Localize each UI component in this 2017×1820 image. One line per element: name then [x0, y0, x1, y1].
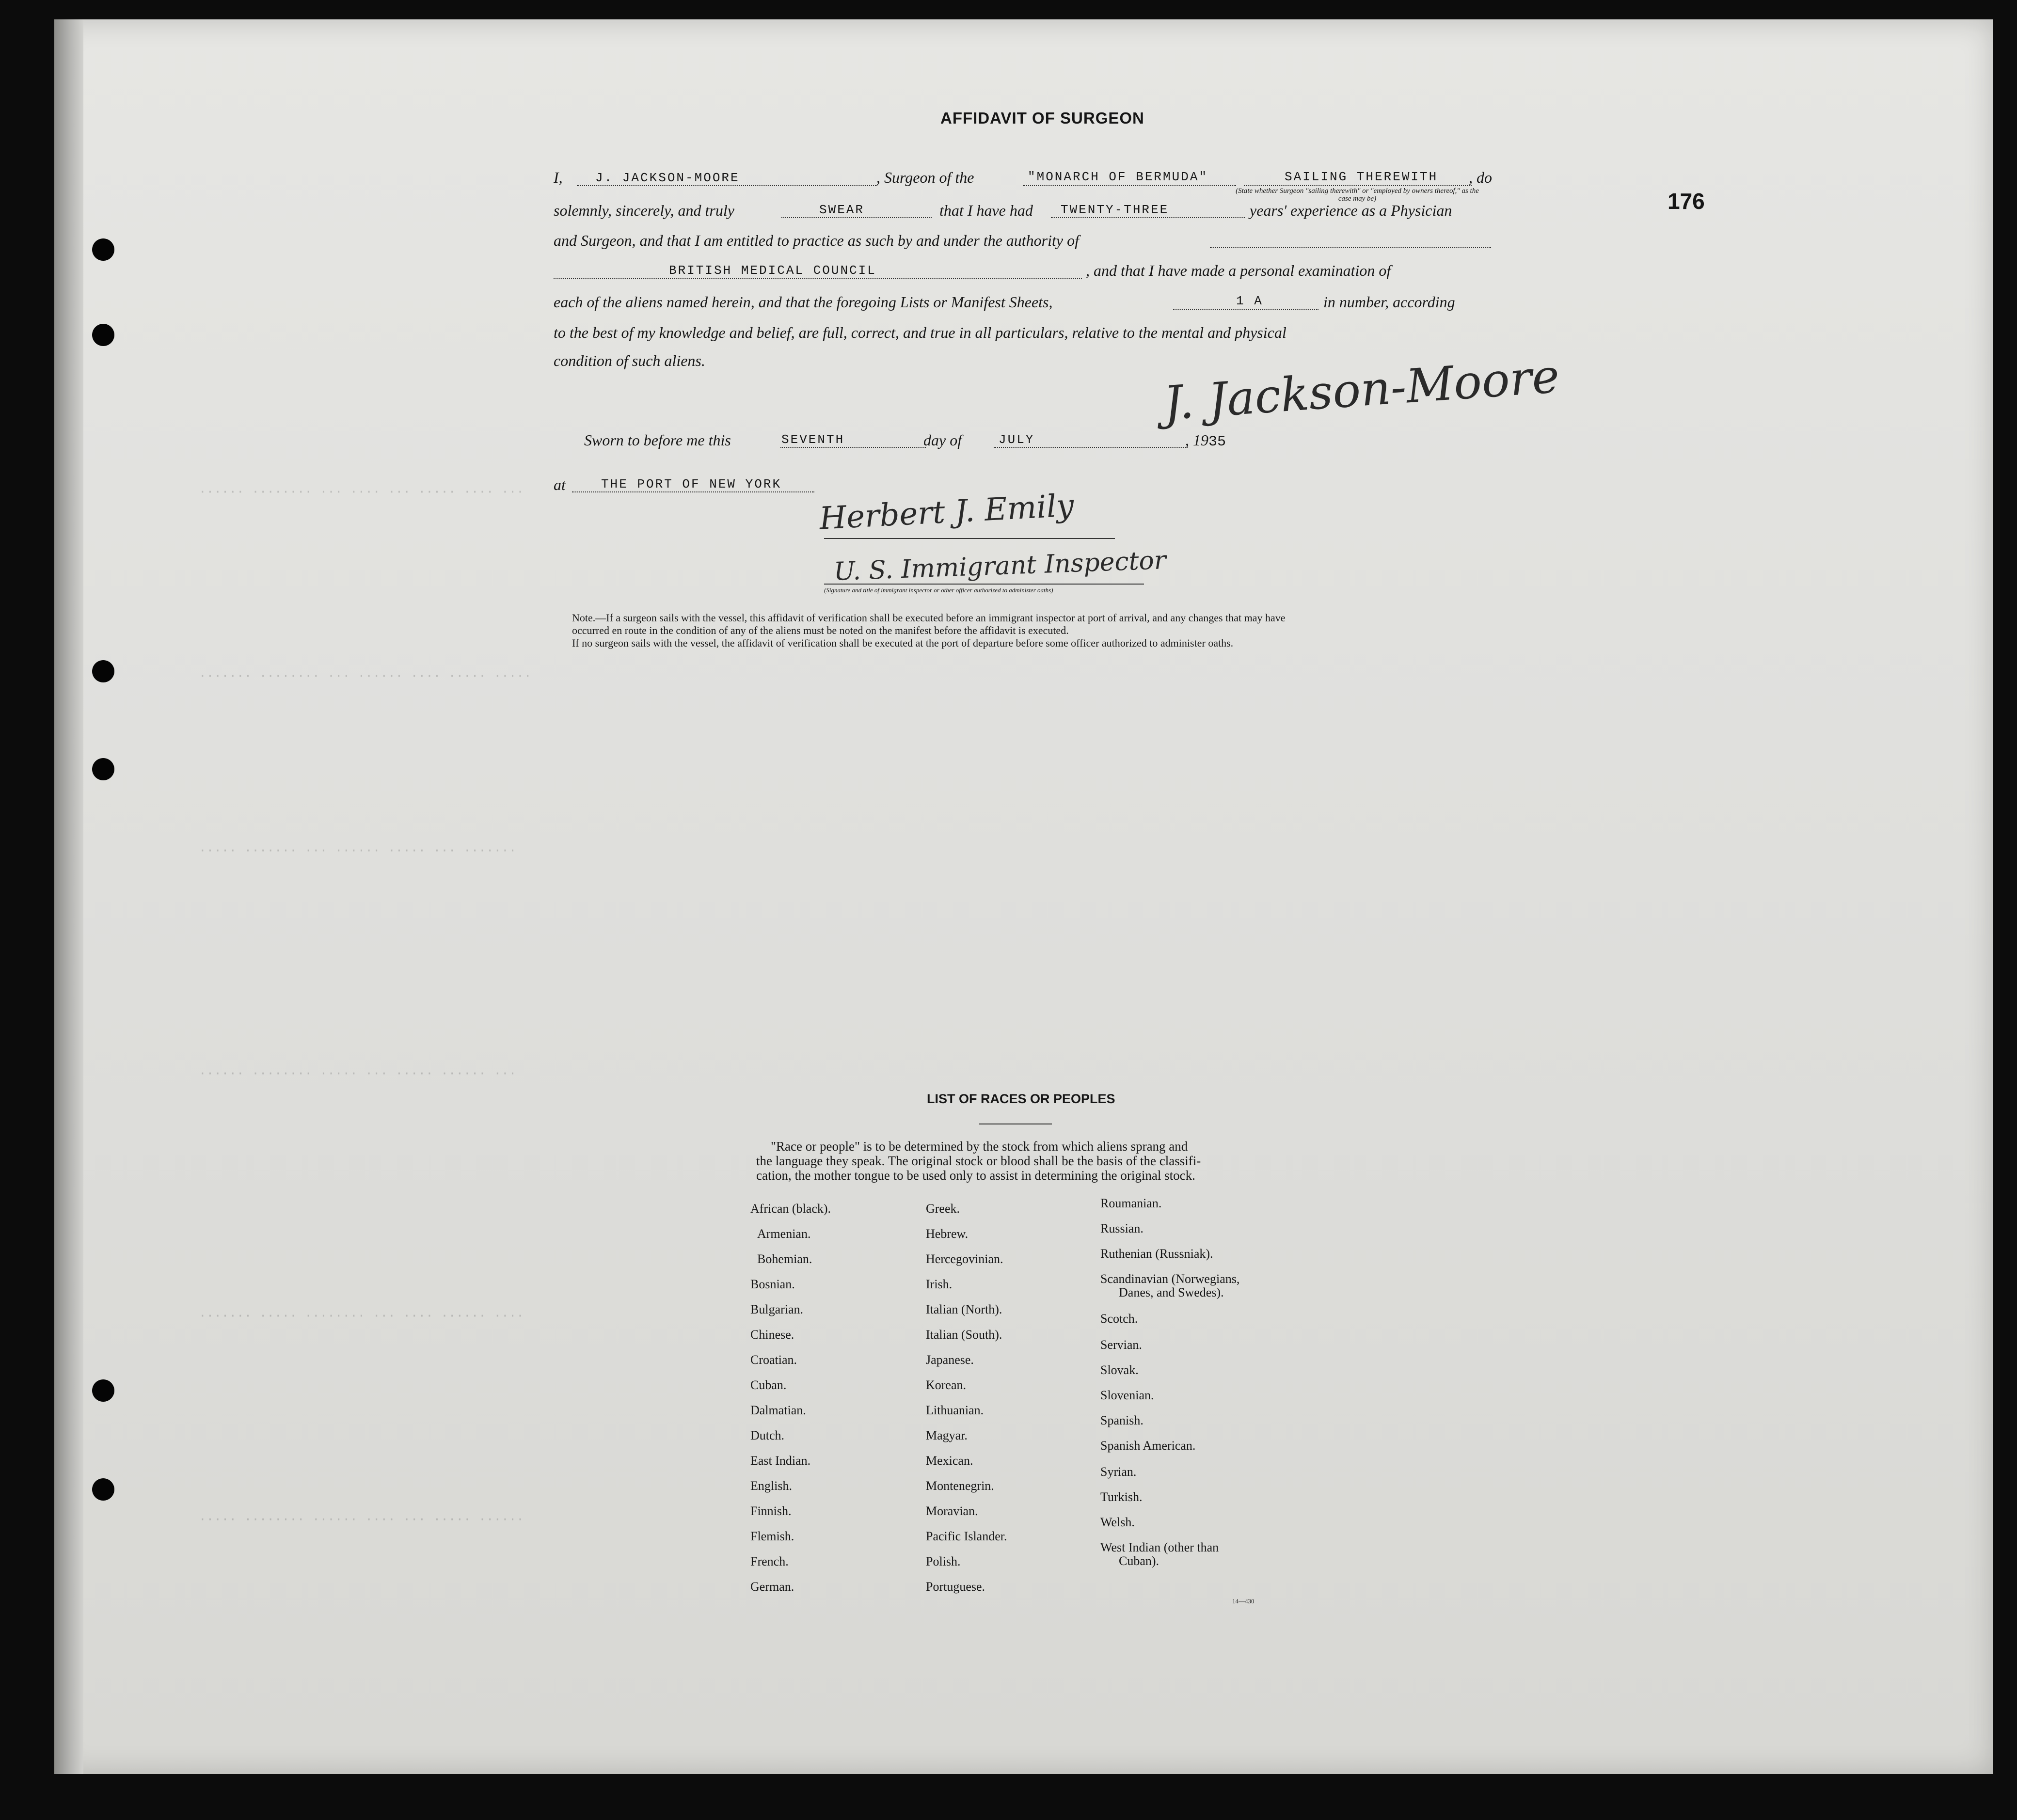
binder-hole — [92, 1478, 114, 1501]
note-line-2: occurred en route in the condition of any of the aliens must be noted on the manifest before the affidavit is executed. — [572, 624, 1069, 636]
surgeon-name-field: J. JACKSON-MOORE — [595, 171, 740, 185]
years-field: TWENTY-THREE — [1061, 203, 1169, 217]
year-prefix — [1185, 431, 1226, 450]
race-item: Dalmatian. — [750, 1403, 806, 1417]
race-item: Ruthenian (Russniak). — [1100, 1247, 1213, 1261]
race-item: Cuban. — [750, 1378, 787, 1392]
race-item: Syrian. — [1100, 1465, 1137, 1479]
vessel-name-field: "MONARCH OF BERMUDA" — [1028, 170, 1208, 184]
race-item: Japanese. — [926, 1353, 974, 1367]
race-item: Scotch. — [1100, 1312, 1138, 1326]
condition-text: condition of such aliens. — [554, 352, 705, 369]
race-item: Portuguese. — [926, 1580, 985, 1594]
binder-hole — [92, 324, 114, 346]
entitled-text: and Surgeon, and that I am entitled to practice as such by and under the authority of — [554, 232, 1079, 249]
race-item: Flemish. — [750, 1529, 794, 1543]
binder-hole — [92, 238, 114, 261]
race-item: German. — [750, 1580, 794, 1594]
page-title: AFFIDAVIT OF SURGEON — [940, 109, 1144, 127]
race-item: Cuban). — [1119, 1554, 1159, 1568]
note-line-3: If no surgeon sails with the vessel, the affidavit of verification shall be executed at the port of departure before some officer authorized to administer oaths. — [572, 637, 1234, 649]
race-item: Bulgarian. — [750, 1302, 804, 1316]
races-intro-2: the language they speak. The original stock or blood shall be the basis of the classifi- — [756, 1154, 1201, 1168]
race-item: Dutch. — [750, 1428, 785, 1442]
race-item: African (black). — [750, 1202, 831, 1216]
race-item: Magyar. — [926, 1428, 968, 1442]
race-item: Danes, and Swedes). — [1119, 1285, 1224, 1299]
in-number-label: in number, according — [1323, 293, 1455, 311]
binding-strip — [54, 19, 83, 1774]
race-item: Hebrew. — [926, 1227, 969, 1241]
race-item: Chinese. — [750, 1328, 794, 1342]
page-number: 176 — [1668, 189, 1705, 214]
that-i-have-had-label: that I have had — [939, 202, 1033, 219]
race-item: Roumanian. — [1100, 1196, 1162, 1210]
race-item: Russian. — [1100, 1221, 1143, 1235]
race-item: Irish. — [926, 1277, 953, 1291]
sworn-text: Sworn to before me this — [584, 431, 731, 449]
document-scan: ······ ········ ··· ···· ··· ····· ···· ··· ······· ········ ··· ······ ···· ····· ····· ····· ······· ··· ······ ····· ··· ······· ······ ········ ····· ··· ····· ······ ··· ······· ····· ········ ··· ···· ······ ···· ····· ········ ······ ···· ··· ····· ······ 176 AFFIDAVIT OF SURGEON I, J. JACKSON-MOORE , Surgeon of the "MONARCH OF BERMUDA" SAILING THEREWITH , do (State whether Surgeon "sailing therewith" or "employed by owners thereof," as the case may be) solemnly, sincerely, and truly SWEAR that I have had TWENTY-THREE years' experience as a Physician and Surgeon, and that I am entitled to practice as such by and under the authority of BRITISH MEDICAL COUNCIL , and that I have made a personal examination of each of the aliens named herein, and that the foregoing Lists or Manifest Sheets, 1 A in number, according to the best of my knowledge and belief, are full, correct, and true in all particulars, relative to the mental and physical condition of such aliens. J. Jackson-Moore Sworn to before me this SEVENTH day of JULY , 1935 at THE PORT OF NEW YORK Herbert J. Emily U. S. Immigrant Inspector (Signature and title of immigrant inspector or other officer authorized to administer oaths) Note.—If a surgeon sails with the vessel, this affidavit of verification shall be executed before an immigrant inspector at port of arrival, and any changes that may have occurred en route in the condition of any of the aliens must be noted on the manifest before the affidavit is executed. If no surgeon sails with the vessel, the affidavit of verification shall be executed at the port of departure before some officer authorized to administer oaths. LIST OF RACES OR PEOPLES "Race or people" is to be determined by the stock from which aliens sprang and the language they speak. The original stock or blood shall be the basis of the classifi- cation, the mother tongue to be used only to assist in determining the original stock. African (black). Armenian. Bohemian. Bosnian. Bulgarian. Chinese. Croatian. Cuban. Dalmatian. Dutch. East Indian. English. Finnish. Flemish. French. German. Greek. Hebrew. Hercegovinian. Irish. Italian (North). Italian (South). Japanese. Korean. Lithuanian. Magyar. Mexican. Montenegrin. Moravian. Pacific Islander. Polish. Portuguese. Roumanian. Russian. Ruthenian (Russniak). Scandinavian (Norwegians, Danes, and Swedes). Scotch. Servian. Slovak. Slovenian. Spanish. Spanish American. Syrian. Turkish. Welsh. West Indian (other than Cuban). 14—430 — [0, 0, 2017, 1820]
officer-caption: (Signature and title of immigrant inspector or other officer authorized to administer oaths) — [824, 586, 1053, 594]
race-item: Lithuanian. — [926, 1403, 984, 1417]
do-label: , do — [1469, 169, 1492, 186]
years-experience-label: years' experience as a Physician — [1250, 202, 1452, 219]
race-item: Welsh. — [1100, 1515, 1135, 1529]
sailing-note: (State whether Surgeon "sailing therewith" or "employed by owners thereof," as the case may be) — [1236, 187, 1479, 203]
race-item: Hercegovinian. — [926, 1252, 1003, 1266]
personal-exam-text: , and that I have made a personal examination of — [1086, 262, 1391, 279]
races-intro-3: cation, the mother tongue to be used only to assist in determining the original stock. — [756, 1168, 1195, 1183]
note-line-1: Note.—If a surgeon sails with the vessel, this affidavit of verification shall be executed before an immigrant inspector at port of arrival, and any changes that may have — [572, 612, 1286, 624]
race-item: Spanish. — [1100, 1413, 1143, 1427]
race-item: Moravian. — [926, 1504, 978, 1518]
races-title: LIST OF RACES OR PEOPLES — [927, 1092, 1115, 1106]
officer-title: U. S. Immigrant Inspector — [833, 546, 1167, 586]
race-item: Mexican. — [926, 1454, 973, 1468]
race-item: Slovak. — [1100, 1363, 1139, 1377]
solemnly-text: solemnly, sincerely, and truly — [554, 202, 734, 219]
knowledge-text: to the best of my knowledge and belief, are full, correct, and true in all particulars, relative to the mental and physical — [554, 324, 1286, 341]
paper-sheet — [54, 19, 1993, 1774]
race-item: West Indian (other than — [1100, 1540, 1219, 1554]
year-value: 35 — [1208, 434, 1226, 450]
race-item: Polish. — [926, 1554, 961, 1568]
year-prefix-label: , 19 — [1185, 431, 1208, 449]
binder-hole — [92, 660, 114, 682]
race-item: Finnish. — [750, 1504, 792, 1518]
race-item: East Indian. — [750, 1454, 811, 1468]
authority-field: BRITISH MEDICAL COUNCIL — [669, 263, 876, 278]
form-code: 14—430 — [1232, 1598, 1255, 1605]
race-item: French. — [750, 1554, 789, 1568]
manifest-sheets-text: each of the aliens named herein, and that the foregoing Lists or Manifest Sheets, — [554, 293, 1053, 311]
race-item: Croatian. — [750, 1353, 797, 1367]
races-intro-1: "Race or people" is to be determined by the stock from which aliens sprang and — [771, 1139, 1188, 1154]
race-item: Montenegrin. — [926, 1479, 994, 1493]
officer-signature: Herbert J. Emily — [818, 488, 1075, 537]
port-field: THE PORT OF NEW YORK — [601, 477, 782, 491]
race-item: Bohemian. — [757, 1252, 812, 1266]
binder-hole — [92, 1379, 114, 1402]
race-item: Servian. — [1100, 1338, 1142, 1352]
race-item: Spanish American. — [1100, 1439, 1196, 1453]
races-column-1 — [750, 1196, 831, 1599]
race-item: Turkish. — [1100, 1490, 1143, 1504]
races-column-2 — [926, 1196, 1007, 1599]
binder-hole — [92, 758, 114, 780]
affidavit-lead: I, — [554, 169, 563, 186]
surgeon-of-label: , Surgeon of the — [876, 169, 974, 186]
race-item: Slovenian. — [1100, 1388, 1154, 1402]
day-of-label: day of — [923, 431, 962, 449]
sworn-month-field: JULY — [999, 432, 1035, 447]
race-item: Greek. — [926, 1202, 960, 1216]
race-item: Korean. — [926, 1378, 967, 1392]
swear-field: SWEAR — [819, 203, 865, 217]
race-item: Italian (South). — [926, 1328, 1002, 1342]
race-item: Scandinavian (Norwegians, — [1100, 1272, 1240, 1286]
sailing-field: SAILING THEREWITH — [1285, 170, 1438, 184]
race-item: English. — [750, 1479, 792, 1493]
sheets-count-field: 1 A — [1236, 294, 1263, 308]
race-item: Bosnian. — [750, 1277, 795, 1291]
race-item: Pacific Islander. — [926, 1529, 1007, 1543]
at-label: at — [554, 476, 566, 493]
surgeon-signature: J. Jackson-Moore — [1162, 348, 1561, 431]
race-item: Italian (North). — [926, 1302, 1002, 1316]
sworn-day-field: SEVENTH — [781, 432, 845, 447]
race-item: Armenian. — [757, 1227, 811, 1241]
